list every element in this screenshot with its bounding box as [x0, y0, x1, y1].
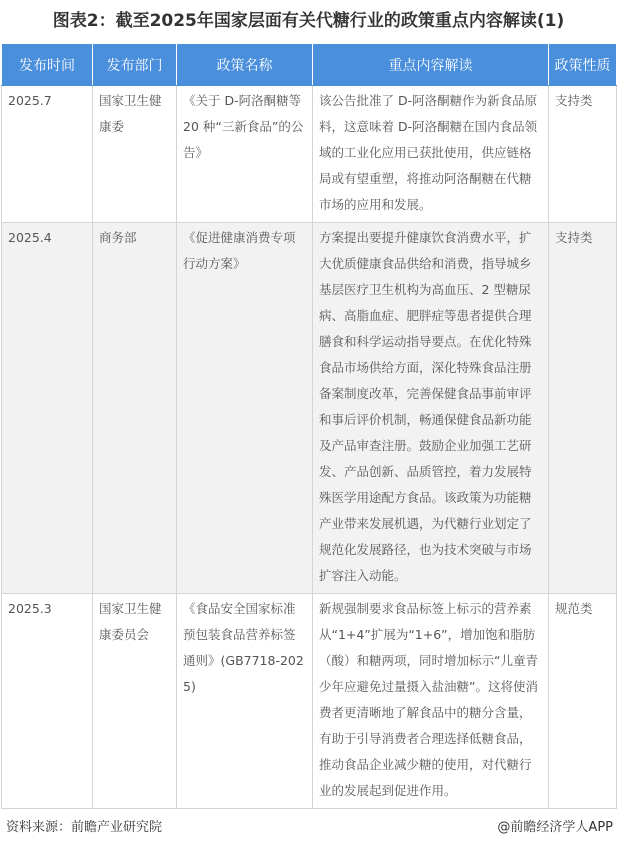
cell-content: 新规强制要求食品标签上标示的营养素从“1+4”扩展为“1+6”，增加饱和脂肪（酸）和糖两项，同时增加标示“儿童青少年应避免过量摄入盐油糖”。这将使消费者更清晰地了解食品中的糖分含量，有助于引导消费者合理选择低糖食品，推动食品企业减少糖的使用，对代糖行业的发展起到促进作用。	[313, 594, 549, 809]
cell-date: 2025.3	[2, 594, 93, 809]
cell-content: 该公告批准了 D-阿洛酮糖作为新食品原料，这意味着 D-阿洛酮糖在国内食品领域的工业化应用已获批使用，供应链格局或有望重塑，将推动阿洛酮糖在代糖市场的应用和发展。	[313, 86, 549, 223]
source-note: 资料来源：前瞻产业研究院	[6, 820, 163, 835]
cell-type: 规范类	[549, 594, 617, 809]
cell-type: 支持类	[549, 223, 617, 594]
header-name: 政策名称	[177, 44, 313, 86]
table-row	[2, 223, 617, 594]
page-title: 图表2：截至2025年国家层面有关代糖行业的政策重点内容解读(1)	[52, 11, 565, 31]
brand-credit: @前瞻经济学人APP	[497, 820, 613, 835]
cell-name: 《食品安全国家标准预包装食品营养标签通则》(GB7718-2025)	[177, 594, 313, 809]
cell-content: 方案提出要提升健康饮食消费水平，扩大优质健康食品供给和消费，指导城乡基层医疗卫生机构为高血压、2 型糖尿病、高脂血症、肥胖症等患者提供合理膳食和科学运动指导要点。在优化特殊食品市场供给方面，深化特殊食品注册备案制度改革，完善保健食品事前审评和事后评价机制，畅通保健食品新功能及产品审查注册。鼓励企业加强工艺研发、产品创新、品质管控，着力发展特殊医学用途配方食品。该政策为功能糖产业带来发展机遇，为代糖行业划定了规范化发展路径，也为技术突破与市场扩容注入动能。	[313, 223, 549, 594]
header-dept: 发布部门	[93, 44, 177, 86]
cell-type: 支持类	[549, 86, 617, 223]
cell-date: 2025.4	[2, 223, 93, 594]
footer	[0, 809, 617, 845]
header-type: 政策性质	[549, 44, 617, 86]
cell-name: 《促进健康消费专项行动方案》	[177, 223, 313, 594]
cell-date: 2025.7	[2, 86, 93, 223]
table-header-row	[2, 44, 617, 86]
header-date: 发布时间	[2, 44, 93, 86]
cell-dept: 国家卫生健康委员会	[93, 594, 177, 809]
policy-table	[1, 43, 617, 809]
cell-dept: 商务部	[93, 223, 177, 594]
header-content: 重点内容解读	[313, 44, 549, 86]
table-row	[2, 594, 617, 809]
cell-name: 《关于 D-阿洛酮糖等 20 种“三新食品”的公告》	[177, 86, 313, 223]
cell-dept: 国家卫生健康委	[93, 86, 177, 223]
table-row	[2, 86, 617, 223]
